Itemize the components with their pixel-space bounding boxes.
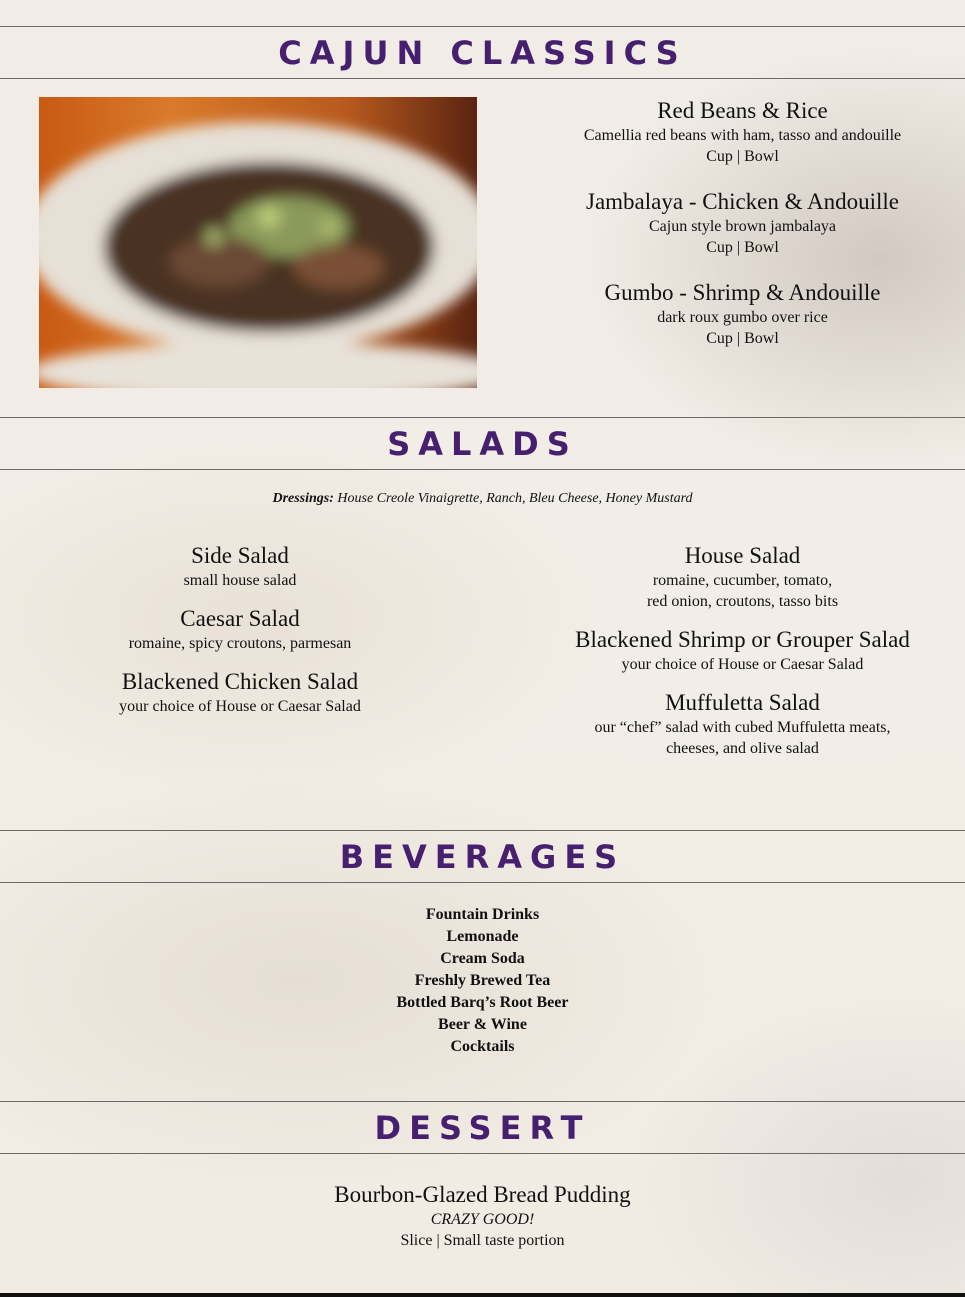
menu-item [520,626,965,675]
item-price: Cup | Bowl [706,239,779,256]
item-desc: our “chef” salad with cubed Muffuletta meats, [594,719,891,736]
beverage-item: Cocktails [450,1038,515,1055]
menu-item [520,542,965,612]
section-header-dessert [0,1101,965,1154]
menu-item [40,668,440,717]
item-title: Blackened Chicken Salad [121,669,359,694]
item-desc: Camellia red beans with ham, tasso and andouille [583,127,902,144]
item-title: Bourbon-Glazed Bread Pudding [334,1182,631,1207]
section-header-beverages [0,830,965,883]
bowl-photo-icon [39,97,477,388]
item-desc: small house salad [183,572,297,589]
item-title: Side Salad [191,543,289,568]
item-desc: your choice of House or Caesar Salad [621,656,864,673]
item-title: House Salad [684,543,801,568]
cajun-items [520,97,965,363]
item-desc-line2: red onion, croutons, tasso bits [646,593,839,610]
dressings-note [0,491,965,507]
item-tagline: CRAZY GOOD! [430,1211,535,1228]
menu-item [520,188,965,258]
beverage-item: Beer & Wine [438,1016,527,1033]
menu-item [520,97,965,167]
item-title: Gumbo - Shrimp & Andouille [604,280,881,305]
dessert-item [0,1181,965,1251]
section-title: DESSERT [374,1108,591,1147]
menu-item [40,605,440,654]
item-price: Cup | Bowl [706,148,779,165]
salads-right-column [520,542,965,773]
item-desc: romaine, cucumber, tomato, [652,572,833,589]
item-title: Muffuletta Salad [665,690,820,715]
item-desc: romaine, spicy croutons, parmesan [128,635,352,652]
menu-item [40,542,440,591]
salads-left-column [40,542,440,731]
section-header-salads [0,417,965,470]
item-title: Blackened Shrimp or Grouper Salad [575,627,910,652]
beverage-item: Bottled Barq’s Root Beer [396,994,569,1011]
beverage-item: Fountain Drinks [425,906,540,923]
beverages-list [0,904,965,1058]
section-header-cajun-classics [0,26,965,79]
item-desc: your choice of House or Caesar Salad [119,698,361,715]
beverage-item: Freshly Brewed Tea [414,972,551,989]
dressings-list: House Creole Vinaigrette, Ranch, Bleu Cheese, Honey Mustard [337,491,693,506]
menu-item [520,689,965,759]
item-price: Cup | Bowl [706,330,779,347]
section-title: BEVERAGES [339,837,626,876]
item-desc-line2: cheeses, and olive salad [666,740,819,757]
beverage-item: Cream Soda [440,950,525,967]
item-desc: Cajun style brown jambalaya [648,218,837,235]
beverage-item: Lemonade [446,928,519,945]
item-title: Caesar Salad [180,606,300,631]
item-desc: dark roux gumbo over rice [657,309,828,326]
item-title: Red Beans & Rice [657,98,828,123]
page-bottom-border [0,1293,965,1297]
menu-item [520,279,965,349]
section-title: CAJUN CLASSICS [278,33,687,72]
item-price: Slice | Small taste portion [400,1232,565,1249]
food-photo [39,97,477,388]
section-title: SALADS [387,424,578,463]
item-title: Jambalaya - Chicken & Andouille [586,189,899,214]
dressings-label: Dressings: [272,491,334,506]
